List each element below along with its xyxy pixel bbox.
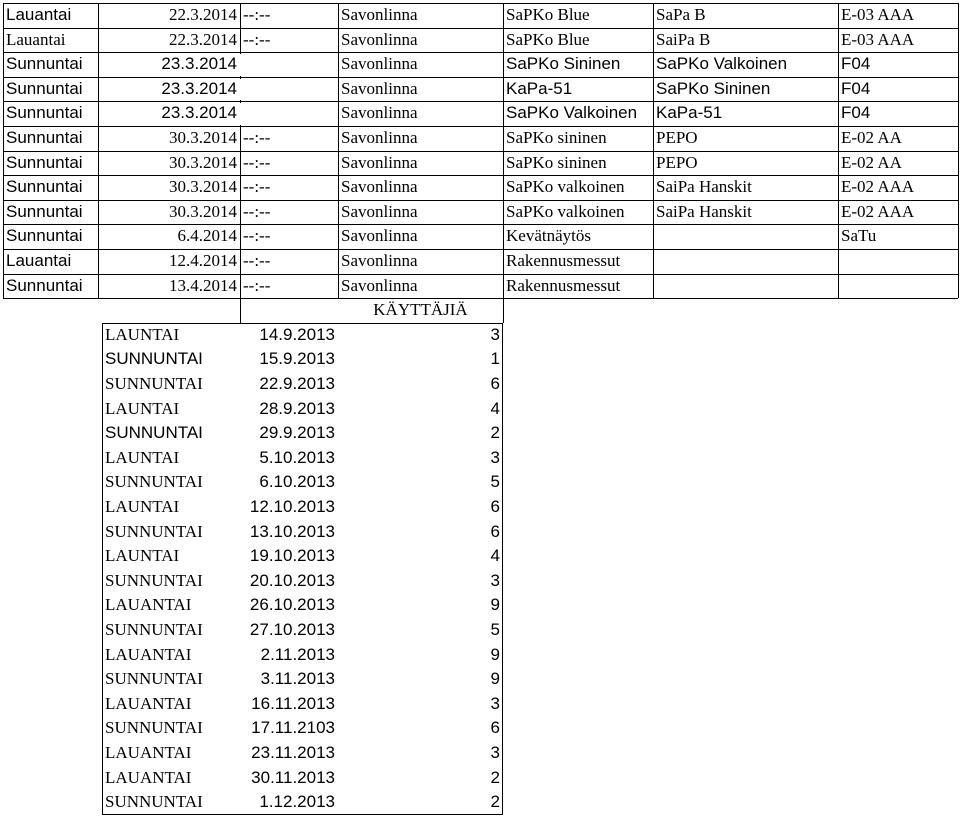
user-day-cell: SUNNUNTAI	[105, 472, 203, 492]
user-count-cell: 9	[490, 644, 500, 664]
time-cell: --:--	[243, 177, 271, 197]
time-cell	[240, 52, 338, 77]
user-date-cell: 30.11.2013	[251, 767, 335, 787]
user-date-cell: 20.10.2013	[249, 570, 335, 590]
city-cell: Savonlinna	[341, 226, 418, 246]
time-cell: --:--	[243, 201, 271, 221]
date-cell: 30.3.2014	[169, 201, 237, 221]
user-date-cell: 13.10.2013	[249, 521, 335, 541]
user-day-cell: LAUANTAI	[105, 693, 192, 713]
day-cell: Lauantai	[6, 5, 72, 24]
user-count-cell: 5	[490, 620, 500, 639]
home-team-cell: SaPKo Blue	[506, 29, 590, 49]
date-cell: 13.4.2014	[169, 275, 237, 295]
level-cell: E-02 AAA	[841, 177, 915, 197]
level-cell	[838, 274, 958, 299]
column-border	[653, 3, 654, 298]
users-header: KÄYTTÄJIÄ	[373, 300, 468, 320]
time-cell	[240, 77, 338, 102]
user-day-cell: LAUNTAI	[105, 546, 180, 566]
user-date-cell: 16.11.2013	[251, 693, 335, 713]
user-date-cell: 5.10.2013	[259, 447, 335, 467]
row-border	[3, 151, 958, 152]
column-border	[503, 3, 504, 298]
level-cell: E-02 AA	[841, 128, 902, 147]
home-team-cell: Rakennusmessut	[506, 275, 621, 295]
level-cell: E-03 AAA	[841, 5, 915, 24]
time-cell: --:--	[243, 275, 271, 295]
user-day-cell: SUNNUNTAI	[105, 669, 203, 689]
date-cell: 12.4.2014	[169, 251, 237, 270]
level-cell: F04	[841, 103, 871, 123]
city-cell: Savonlinna	[341, 275, 418, 295]
user-date-cell: 12.10.2013	[249, 497, 335, 516]
away-team-cell	[653, 224, 838, 249]
user-day-cell: LAUANTAI	[105, 644, 192, 664]
city-cell: Savonlinna	[341, 128, 418, 147]
time-cell: --:--	[243, 226, 271, 246]
home-team-cell: SaPKo Valkoinen	[506, 103, 638, 123]
day-cell: Sunnuntai	[6, 226, 83, 246]
user-date-cell: 2.11.2013	[260, 644, 335, 664]
away-team-cell: SaiPa Hanskit	[656, 177, 752, 197]
date-cell: 30.3.2014	[169, 152, 237, 172]
user-date-cell: 26.10.2013	[249, 595, 335, 615]
users-table-border	[102, 323, 503, 815]
user-day-cell: SUNNUNTAI	[105, 620, 203, 639]
user-date-cell: 14.9.2013	[259, 324, 335, 344]
user-count-cell: 6	[490, 497, 500, 516]
home-team-cell: KaPa-51	[506, 78, 573, 98]
user-count-cell: 4	[490, 546, 500, 566]
city-cell: Savonlinna	[341, 5, 418, 24]
day-cell: Sunnuntai	[6, 275, 83, 295]
user-day-cell: LAUANTAI	[105, 743, 192, 762]
user-count-cell: 6	[490, 374, 500, 393]
user-date-cell: 19.10.2013	[249, 546, 335, 566]
user-count-cell: 3	[490, 324, 500, 344]
header-right-border	[503, 298, 504, 323]
date-cell: 6.4.2014	[177, 226, 237, 246]
user-count-cell: 1	[490, 349, 500, 369]
home-team-cell: Kevätnäytös	[506, 226, 591, 246]
merged-cell-gap	[239, 103, 242, 125]
user-count-cell: 3	[490, 570, 500, 590]
away-team-cell	[653, 249, 838, 274]
user-day-cell: SUNNUNTAI	[105, 374, 203, 393]
user-date-cell: 17.11.2103	[251, 718, 335, 738]
merged-cell-gap	[239, 54, 242, 76]
home-team-cell: SaPKo valkoinen	[506, 177, 625, 197]
user-count-cell: 6	[490, 718, 500, 738]
away-team-cell: SaiPa B	[656, 29, 711, 49]
level-cell: E-02 AA	[841, 152, 902, 172]
away-team-cell: SaPa B	[656, 5, 706, 24]
day-cell: Sunnuntai	[6, 78, 83, 98]
row-border	[3, 126, 958, 127]
row-border	[3, 77, 958, 78]
day-cell: Lauantai	[6, 29, 66, 49]
row-border	[3, 3, 958, 4]
away-team-cell: SaiPa Hanskit	[656, 201, 752, 221]
user-count-cell: 2	[490, 792, 500, 812]
row-border	[3, 274, 958, 275]
city-cell: Savonlinna	[341, 201, 418, 221]
home-team-cell: SaPKo Blue	[506, 5, 590, 24]
home-team-cell: SaPKo sininen	[506, 152, 607, 172]
user-day-cell: SUNNUNTAI	[105, 792, 203, 812]
time-cell: --:--	[243, 251, 271, 270]
user-date-cell: 1.12.2013	[259, 792, 335, 812]
home-team-cell: Rakennusmessut	[506, 251, 621, 270]
level-cell	[838, 249, 958, 274]
time-cell: --:--	[243, 5, 271, 24]
user-date-cell: 28.9.2013	[259, 398, 335, 418]
row-border	[3, 175, 958, 176]
date-cell: 23.3.2014	[161, 54, 237, 74]
merged-cell-gap	[239, 79, 242, 101]
level-cell: E-03 AAA	[841, 29, 915, 49]
user-count-cell: 3	[490, 693, 500, 713]
away-team-cell: PEPO	[656, 128, 698, 147]
home-team-cell: SaPKo valkoinen	[506, 201, 625, 221]
home-team-cell: SaPKo sininen	[506, 128, 607, 147]
user-day-cell: LAUNTAI	[105, 447, 180, 467]
row-border	[3, 101, 958, 102]
user-count-cell: 4	[490, 398, 500, 418]
day-cell: Sunnuntai	[6, 177, 83, 197]
day-cell: Sunnuntai	[6, 152, 83, 172]
home-team-cell: SaPKo Sininen	[506, 54, 621, 74]
column-border	[240, 3, 241, 298]
city-cell: Savonlinna	[341, 251, 418, 270]
day-cell: Sunnuntai	[6, 103, 83, 123]
user-date-cell: 3.11.2013	[260, 669, 335, 689]
user-date-cell: 22.9.2013	[259, 374, 335, 393]
user-count-cell: 6	[490, 521, 500, 541]
row-border	[3, 224, 958, 225]
column-border	[838, 3, 839, 298]
header-left-border	[240, 298, 241, 323]
date-cell: 23.3.2014	[161, 103, 237, 123]
column-border	[98, 3, 99, 298]
user-count-cell: 9	[490, 669, 500, 689]
user-day-cell: LAUNTAI	[105, 324, 180, 344]
level-cell: E-02 AAA	[841, 201, 915, 221]
column-border	[958, 3, 959, 298]
time-cell: --:--	[243, 29, 271, 49]
city-cell: Savonlinna	[341, 103, 418, 123]
level-cell: F04	[841, 78, 871, 98]
time-cell: --:--	[243, 152, 271, 172]
away-team-cell: KaPa-51	[656, 103, 723, 123]
user-day-cell: LAUANTAI	[105, 595, 192, 615]
column-border	[3, 3, 4, 298]
user-count-cell: 9	[490, 595, 500, 615]
user-count-cell: 2	[490, 767, 500, 787]
user-day-cell: SUNNUNTAI	[105, 570, 203, 590]
time-cell	[240, 101, 338, 126]
day-cell: Sunnuntai	[6, 128, 83, 147]
city-cell: Savonlinna	[341, 78, 418, 98]
date-cell: 30.3.2014	[169, 177, 237, 197]
user-day-cell: LAUNTAI	[105, 398, 180, 418]
row-border	[3, 249, 958, 250]
away-team-cell: PEPO	[656, 152, 698, 172]
level-cell: F04	[841, 54, 871, 74]
user-date-cell: 23.11.2013	[251, 743, 335, 762]
user-date-cell: 29.9.2013	[259, 423, 335, 443]
date-cell: 22.3.2014	[169, 29, 237, 49]
level-cell: SaTu	[841, 226, 877, 246]
user-date-cell: 27.10.2013	[249, 620, 335, 639]
user-date-cell: 6.10.2013	[259, 472, 335, 492]
day-cell: Sunnuntai	[6, 201, 83, 221]
day-cell: Lauantai	[6, 251, 72, 270]
row-border	[3, 52, 958, 53]
city-cell: Savonlinna	[341, 54, 418, 74]
away-team-cell: SaPKo Sininen	[656, 78, 771, 98]
user-count-cell: 3	[490, 447, 500, 467]
date-cell: 22.3.2014	[169, 5, 237, 24]
user-count-cell: 2	[490, 423, 500, 443]
user-day-cell: SUNNUNTAI	[105, 349, 203, 369]
city-cell: Savonlinna	[341, 152, 418, 172]
row-border	[3, 200, 958, 201]
time-cell: --:--	[243, 128, 271, 147]
day-cell: Sunnuntai	[6, 54, 83, 74]
user-day-cell: LAUANTAI	[105, 767, 192, 787]
row-border	[3, 28, 958, 29]
city-cell: Savonlinna	[341, 29, 418, 49]
date-cell: 30.3.2014	[169, 128, 237, 147]
away-team-cell: SaPKo Valkoinen	[656, 54, 788, 74]
user-day-cell: LAUNTAI	[105, 497, 180, 516]
column-border	[338, 3, 339, 298]
user-day-cell: SUNNUNTAI	[105, 521, 203, 541]
away-team-cell	[653, 274, 838, 299]
city-cell: Savonlinna	[341, 177, 418, 197]
user-date-cell: 15.9.2013	[259, 349, 335, 369]
user-count-cell: 3	[490, 743, 500, 762]
user-day-cell: SUNNUNTAI	[105, 423, 203, 443]
user-count-cell: 5	[490, 472, 500, 492]
user-day-cell: SUNNUNTAI	[105, 718, 203, 738]
date-cell: 23.3.2014	[161, 78, 237, 98]
